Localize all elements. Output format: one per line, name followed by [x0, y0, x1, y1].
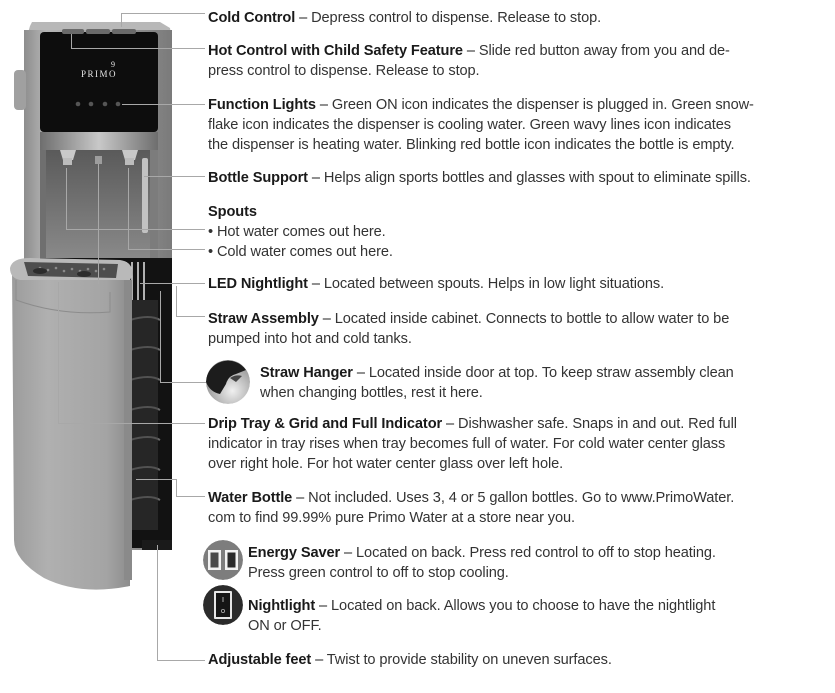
leader-line-hot-control-h — [71, 48, 205, 49]
callout-title: Energy Saver — [248, 545, 341, 561]
callout-title: Straw Hanger — [260, 365, 353, 381]
callout-straw-hanger: Straw Hanger – Located inside door at top. To keep straw assembly clean when changing bottles, rest it here. — [260, 365, 734, 401]
callout-bottle-support: Bottle Support – Helps align sports bottles and glasses with spout to eliminate spills. — [208, 170, 751, 186]
callout-nightlight: Nightlight – Located on back. Allows you to choose to have the nightlight ON or OFF. — [248, 598, 716, 634]
callout-adjustable-feet: Adjustable feet – Twist to provide stability on uneven surfaces. — [208, 652, 612, 668]
rocker-switch-thumbnail-icon — [203, 585, 243, 625]
straw-hanger-thumbnail-icon — [206, 360, 250, 404]
leader-line-cold-spout-h — [128, 249, 205, 250]
leader-line-water-bottle — [136, 479, 176, 480]
leader-line-drip-tray-h — [58, 423, 205, 424]
leader-line-cold-spout — [128, 168, 129, 249]
leader-line-hot-spout — [66, 168, 67, 229]
callout-title: Hot Control with Child Safety Feature — [208, 43, 463, 59]
callout-text: Depress control to dispense. Release to stop. — [311, 10, 602, 26]
callout-title: Cold Control — [208, 10, 296, 26]
leader-line-led-nightlight — [98, 164, 99, 284]
callout-title: Adjustable feet — [208, 652, 312, 668]
callout-title: Nightlight — [248, 598, 316, 614]
leader-line-cold-control-h — [121, 13, 205, 14]
callout-title: Straw Assembly — [208, 311, 319, 327]
svg-text:PRIMO: PRIMO — [80, 69, 118, 79]
callout-title: Bottle Support — [208, 170, 308, 186]
leader-line-straw-hanger-h — [160, 382, 206, 383]
leader-line-straw-hanger — [160, 291, 161, 383]
callout-title: LED Nightlight — [208, 276, 308, 292]
callout-hot-control: Hot Control with Child Safety Feature – Slide red button away from you and de- press control to dispense. Release to stop. — [208, 43, 730, 79]
callout-water-bottle: Water Bottle – Not included. Uses 3, 4 or 5 gallon bottles. Go to www.PrimoWater. com to find 99.99% pure Primo Water at a store near you. — [208, 490, 735, 526]
spout-hot-bullet: • Hot water comes out here. — [208, 224, 386, 240]
leader-line-hot-control — [71, 34, 72, 48]
callout-title: Water Bottle — [208, 490, 293, 506]
leader-line-adjustable-feet-h — [157, 660, 205, 661]
svg-text:9: 9 — [111, 60, 115, 69]
callout-drip-tray: Drip Tray & Grid and Full Indicator – Dishwasher safe. Snaps in and out. Red full indicator in tray rises when tray becomes full of water. For cold water center glass over right hole. For hot water center glass over left hole. — [208, 416, 737, 472]
dual-switch-thumbnail-icon — [203, 540, 243, 580]
leader-line-bottle-support — [144, 176, 205, 177]
callout-spouts — [208, 202, 393, 262]
spout-cold-bullet: • Cold water comes out here. — [208, 244, 393, 260]
callout-title: Drip Tray & Grid and Full Indicator — [208, 416, 443, 432]
callout-energy-saver: Energy Saver – Located on back. Press red control to off to stop heating. Press green control to off to stop cooling. — [248, 545, 716, 581]
callout-title: Spouts — [208, 204, 257, 220]
callout-led-nightlight: LED Nightlight – Located between spouts. Helps in low light situations. — [208, 276, 665, 292]
leader-line-water-bottle-h — [176, 496, 205, 497]
leader-line-drip-tray — [58, 282, 59, 424]
callout-cold-control: Cold Control – Depress control to dispense. Release to stop. — [208, 10, 602, 26]
leader-line-adjustable-feet — [157, 545, 158, 660]
callout-function-lights: Function Lights – Green ON icon indicates the dispenser is plugged in. Green snow- flake icon indicates the dispenser is cooling water. Green wavy lines icon indicates the dispenser is heating water. Blinking red bottle icon indicates the bottle is empty. — [208, 97, 754, 153]
leader-line-cold-control — [121, 13, 122, 27]
leader-line-water-bottle-v — [176, 479, 177, 496]
callout-title: Function Lights — [208, 97, 316, 113]
leader-line-function-lights — [122, 104, 205, 105]
leader-line-straw-assembly — [176, 286, 177, 316]
leader-line-straw-assembly-h — [176, 316, 205, 317]
leader-line-led-nightlight-h — [140, 283, 205, 284]
callout-straw-assembly: Straw Assembly – Located inside cabinet. Connects to bottle to allow water to be pumped into hot and cold tanks. — [208, 311, 730, 347]
leader-line-hot-spout-h — [66, 229, 205, 230]
